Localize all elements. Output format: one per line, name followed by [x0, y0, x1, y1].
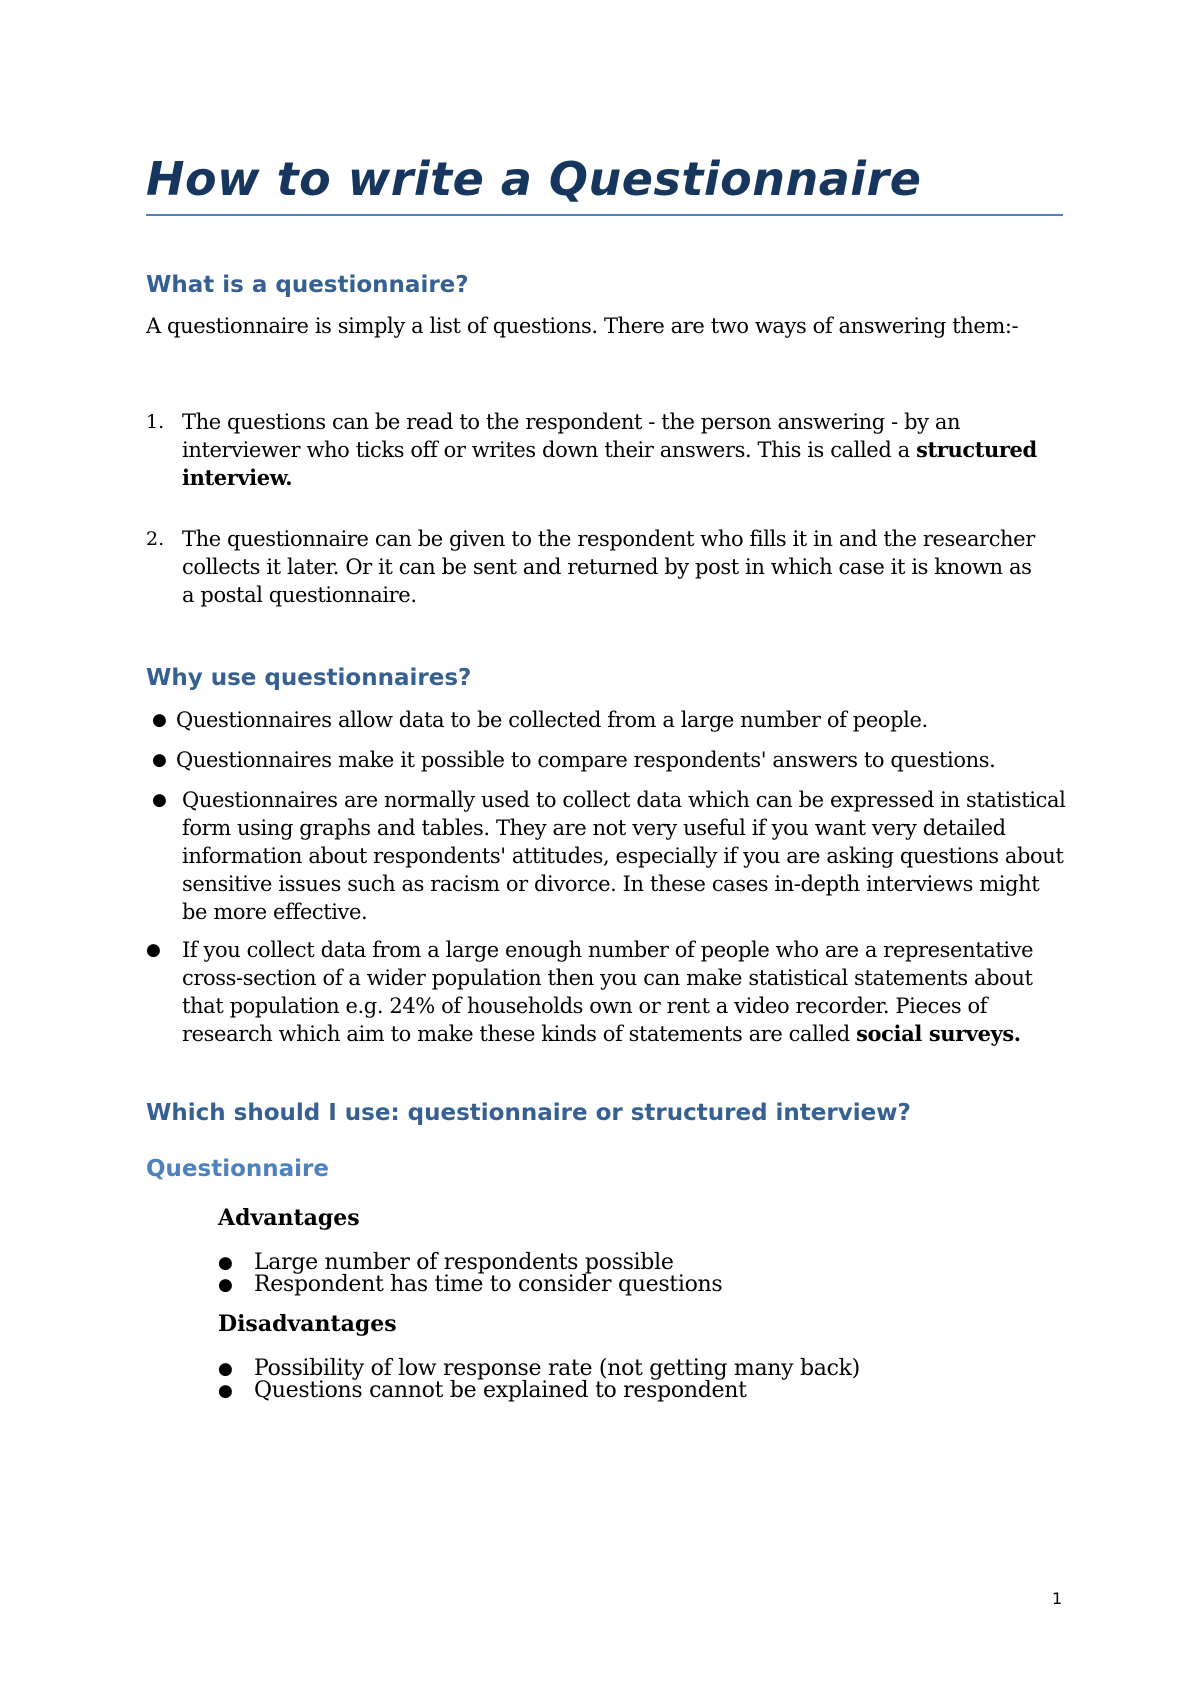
bullet-text [182, 936, 1066, 1048]
section-heading-what-is: What is a questionnaire? [146, 272, 469, 298]
bullet-icon: ● [152, 790, 167, 810]
advantage-text: Large number of respondents possible [254, 1250, 674, 1275]
bullet-item-1 [146, 706, 1066, 736]
title-underline [146, 214, 1063, 216]
bullet-icon: ● [218, 1275, 233, 1295]
bold-term-structured-interview: structured interview. [182, 437, 1037, 490]
advantage-item-1 [218, 1252, 978, 1274]
list-item-plain: The questions can be read to the respondent - the person answering - by an interviewer who ticks off or writes down their answers. This is called a [182, 410, 961, 462]
page-title: How to write a Questionnaire [146, 152, 922, 206]
section-heading-which-should: Which should I use: questionnaire or structured interview? [146, 1100, 911, 1126]
list-number: 2. [146, 528, 165, 550]
list-number: 1. [146, 411, 165, 433]
disadvantage-item-1 [218, 1358, 978, 1380]
numbered-item-1 [146, 408, 1046, 498]
bullet-icon: ● [146, 940, 161, 960]
numbered-item-2 [146, 525, 1046, 615]
bullet-icon: ● [218, 1253, 233, 1273]
disadvantage-text: Possibility of low response rate (not getting many back) [254, 1356, 860, 1381]
section-heading-why-use: Why use questionnaires? [146, 665, 472, 691]
page-number: 1 [1052, 1589, 1063, 1608]
advantages-heading: Advantages [218, 1205, 360, 1231]
bullet-icon: ● [218, 1381, 233, 1401]
advantage-text: Respondent has time to consider questions [254, 1272, 723, 1297]
bold-term-social-surveys: social surveys. [856, 1021, 1021, 1046]
bullet-item-4 [146, 936, 1066, 1056]
bullet-icon: ● [152, 710, 167, 730]
intro-paragraph: A questionnaire is simply a list of questions. There are two ways of answering them:- [146, 314, 1019, 338]
disadvantage-text: Questions cannot be explained to respondent [254, 1378, 747, 1403]
bullet-text: Questionnaires allow data to be collected from a large number of people. [176, 708, 928, 732]
bullet-plain: If you collect data from a large enough number of people who are a representative cross-section of a wider population then you can make statistical statements about that population e.g. 24% of households own or rent a video recorder. Pieces of research which aim to make these kinds of statements are called [182, 938, 1034, 1046]
bullet-item-3 [146, 786, 1066, 926]
bullet-icon: ● [152, 750, 167, 770]
disadvantages-heading: Disadvantages [218, 1311, 397, 1337]
bullet-icon: ● [218, 1359, 233, 1379]
disadvantage-item-2 [218, 1380, 978, 1402]
list-item-text [182, 408, 1046, 492]
bullet-text: Questionnaires are normally used to collect data which can be expressed in statistical form using graphs and tables. They are not very useful if you want very detailed information about respondents' attitudes, especially if you are asking questions about sensitive issues such as racism or divorce. In these cases in-depth interviews might be more effective. [182, 788, 1066, 924]
advantage-item-2 [218, 1274, 978, 1296]
bullet-item-2 [146, 746, 1066, 776]
bullet-text: Questionnaires make it possible to compare respondents' answers to questions. [176, 748, 996, 772]
list-item-text: The questionnaire can be given to the respondent who fills it in and the researcher collects it later. Or it can be sent and returned by post in which case it is known as a postal questionnaire. [182, 527, 1035, 607]
subheading-questionnaire: Questionnaire [146, 1156, 329, 1182]
